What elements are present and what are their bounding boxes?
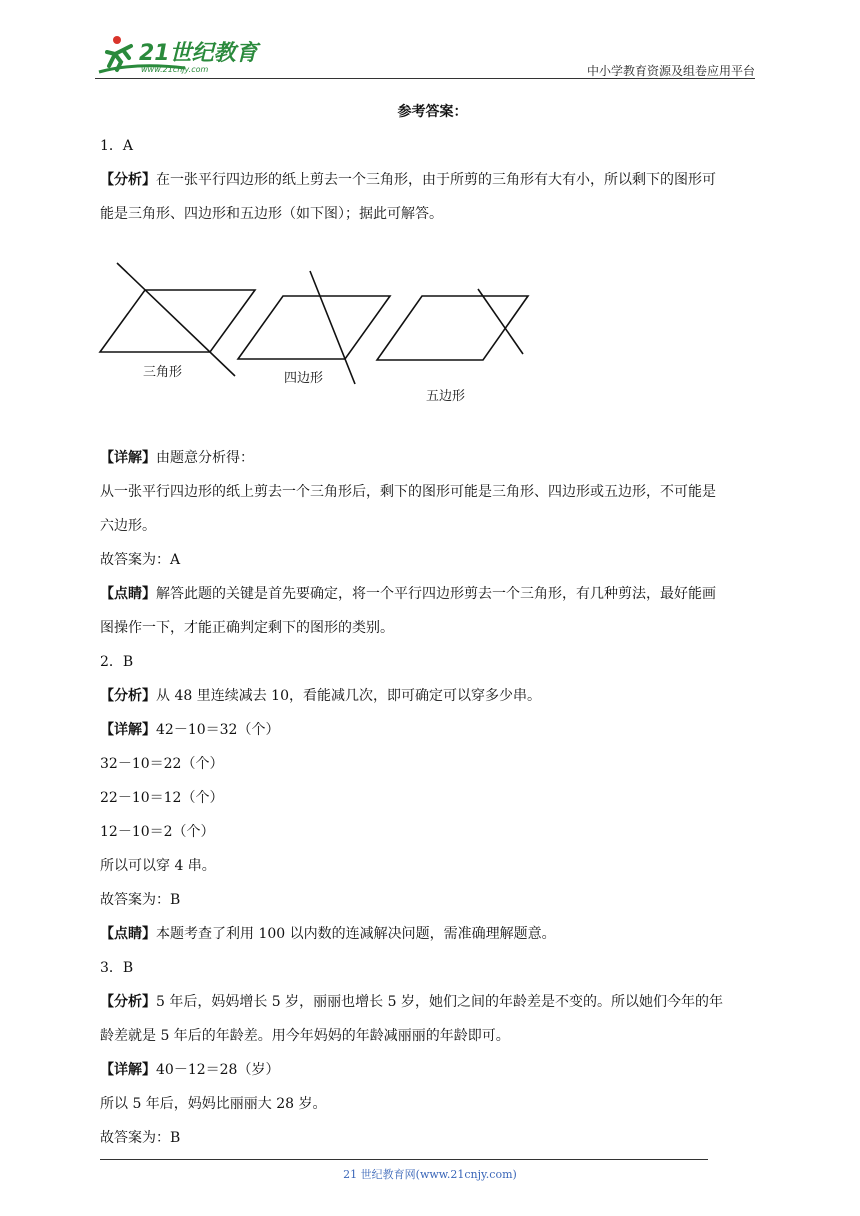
q2-detail-line [100,713,765,747]
platform-name: 中小学教育资源及组卷应用平台 [586,64,755,78]
q3-number: 3．B [100,960,134,976]
q2-calc-2: 22－10＝12（个） [100,790,224,806]
cut-line-2 [310,271,355,384]
q1-point-line-1 [100,577,765,611]
answer-content [100,95,765,1155]
q3-analysis-line-1 [100,985,765,1019]
cut-line-3 [478,289,523,354]
point-tag: 【点睛】 [100,586,156,602]
figure-label-quadrilateral: 四边形 [284,371,324,386]
logo-url-text: www.21cnjy.com [141,65,209,74]
q1-detail-line-2: 六边形。 [100,518,156,534]
q2-answer: 故答案为：B [100,892,181,908]
detail-tag: 【详解】 [100,1062,156,1078]
logo-text: 21世纪教育 [139,41,258,66]
figure-label-triangle: 三角形 [143,365,183,380]
q1-analysis-line-2: 能是三角形、四边形和五边形（如下图）；据此可解答。 [100,206,443,222]
detail-tag: 【详解】 [100,722,156,738]
page-title: 参考答案： [397,104,468,120]
q1-detail-line [100,441,765,475]
point-tag: 【点睛】 [100,926,156,942]
cut-line-1 [117,263,235,376]
site-logo [95,32,265,80]
q3-answer: 故答案为：B [100,1130,181,1146]
q1-number: 1．A [100,138,134,154]
q2-conclusion: 所以可以穿 4 串。 [100,858,216,874]
footer-divider [100,1159,708,1160]
analysis-tag: 【分析】 [100,994,156,1010]
q2-calc-1: 32－10＝22（个） [100,756,224,772]
header-divider [95,78,755,79]
analysis-tag: 【分析】 [100,688,156,704]
q3-analysis-text-1: 5 年后，妈妈增长 5 岁，丽丽也增长 5 岁，她们之间的年龄差是不变的。所以她们今年的年 [156,994,723,1010]
analysis-tag: 【分析】 [100,172,156,188]
q1-detail-line-1: 从一张平行四边形的纸上剪去一个三角形后，剩下的图形可能是三角形、四边形或五边形，不可能是 [100,484,716,500]
q3-detail-line [100,1053,765,1087]
parallelogram-2 [238,296,390,359]
q2-calc-3: 12－10＝2（个） [100,824,215,840]
figure-label-pentagon: 五边形 [426,389,466,404]
page-header [95,32,755,80]
parallelogram-cut-figure [95,258,535,408]
q2-analysis-text-1: 从 48 里连续减去 10，看能减几次，即可确定可以穿多少串。 [156,688,541,704]
q3-analysis-line-2: 龄差就是 5 年后的年龄差。用今年妈妈的年龄减丽丽的年龄即可。 [100,1028,510,1044]
q2-analysis-line-1 [100,679,765,713]
detail-tag: 【详解】 [100,450,156,466]
q1-answer: 故答案为：A [100,552,181,568]
q2-detail-head: 42－10＝32（个） [156,722,280,738]
q1-detail-head: 由题意分析得： [156,450,254,466]
page-footer: 21 世纪教育网(www.21cnjy.com) [343,1168,517,1181]
q1-point-line-2: 图操作一下，才能正确判定剩下的图形的类别。 [100,620,394,636]
q2-number: 2．B [100,654,134,670]
q3-detail-head: 40－12＝28（岁） [156,1062,280,1078]
q2-point-line-1 [100,917,765,951]
q1-point-text-1: 解答此题的关键是首先要确定，将一个平行四边形剪去一个三角形，有几种剪法，最好能画 [156,586,716,602]
q1-analysis-text-1: 在一张平行四边形的纸上剪去一个三角形，由于所剪的三角形有大有小，所以剩下的图形可 [156,172,716,188]
q1-analysis-line-1 [100,163,765,197]
q3-conclusion: 所以 5 年后，妈妈比丽丽大 28 岁。 [100,1096,327,1112]
q2-point-text-1: 本题考查了利用 100 以内数的连减解决问题，需准确理解题意。 [156,926,556,942]
